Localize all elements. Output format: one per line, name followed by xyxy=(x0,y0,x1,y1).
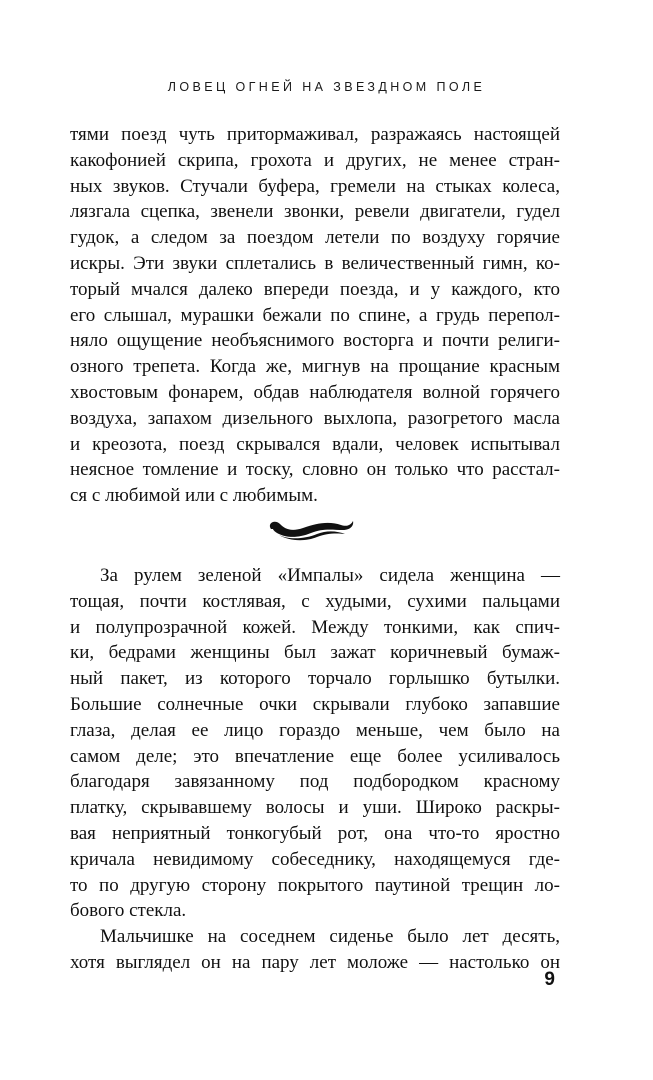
text-line: ся с любимой или с любимым. xyxy=(70,485,318,507)
text-line: благодаря завязанному под подбородком красному xyxy=(70,771,560,793)
text-line: Большие солнечные очки скрывали глубоко запавшие xyxy=(70,693,560,715)
text-line: тощая, почти костлявая, с худыми, сухими пальцами xyxy=(70,590,560,612)
text-line: самом деле; это впечатление еще более усиливалось xyxy=(70,745,560,767)
text-line: какофонией скрипа, грохота и других, не менее стран- xyxy=(70,149,560,171)
text-line: его слышал, мурашки бежали по спине, а грудь перепол- xyxy=(70,304,560,326)
running-head: ЛОВЕЦ ОГНЕЙ НА ЗВЕЗДНОМ ПОЛЕ xyxy=(167,80,486,94)
text-line: озного трепета. Когда же, мигнув на прощание красным xyxy=(70,356,560,378)
text-line: ный пакет, из которого торчало горлышко бутылки. xyxy=(70,668,560,690)
text-line: хвостовым фонарем, обдав наблюдателя волной горячего xyxy=(70,381,560,403)
text-line: кричала невидимому собеседнику, находящемуся где- xyxy=(70,848,560,870)
text-line: За рулем зеленой «Импалы» сидела женщина — xyxy=(100,565,560,586)
text-line: искры. Эти звуки сплетались в величественный гимн, ко- xyxy=(70,252,560,274)
text-line: торый мчался далеко впереди поезда, и у каждого, кто xyxy=(70,278,560,300)
text-line: лязгала сцепка, звенели звонки, ревели двигатели, гудел xyxy=(70,201,560,223)
text-line: гудок, а следом за поездом летели по воздуху горячие xyxy=(70,227,560,249)
text-line: платку, скрывавшему волосы и уши. Широко раскры- xyxy=(70,797,560,819)
paragraph-block-2 xyxy=(70,563,560,976)
text-line: хотя выглядел он на пару лет моложе — настолько он xyxy=(70,951,560,973)
text-line: глаза, делая ее лицо гораздо меньше, чем было на xyxy=(70,719,560,741)
section-break-ornament-icon xyxy=(265,516,357,542)
paragraph-block-1 xyxy=(70,122,560,509)
text-line: неясное томление и тоску, словно он только что расстал- xyxy=(70,459,560,481)
text-line: тями поезд чуть притормаживал, разражаясь настоящей xyxy=(70,124,560,145)
text-line: вая неприятный тонкогубый рот, она что-то яростно xyxy=(70,822,560,844)
text-line: ных звуков. Стучали буфера, гремели на стыках колеса, xyxy=(70,175,560,197)
page-number: 9 xyxy=(544,969,555,990)
text-line: то по другую сторону покрытого паутиной трещин ло- xyxy=(70,874,560,896)
text-line: бового стекла. xyxy=(70,900,187,922)
text-line: Мальчишке на соседнем сиденье было лет десять, xyxy=(100,926,560,948)
text-line: и креозота, поезд скрывался вдали, человек испытывал xyxy=(70,433,560,455)
text-line: няло ощущение необъяснимого восторга и почти религи- xyxy=(70,330,560,352)
text-line: ки, бедрами женщины был зажат коричневый бумаж- xyxy=(70,642,560,664)
text-line: и полупрозрачной кожей. Между тонкими, как спич- xyxy=(70,616,560,638)
text-line: воздуха, запахом дизельного выхлопа, разогретого масла xyxy=(70,407,560,429)
